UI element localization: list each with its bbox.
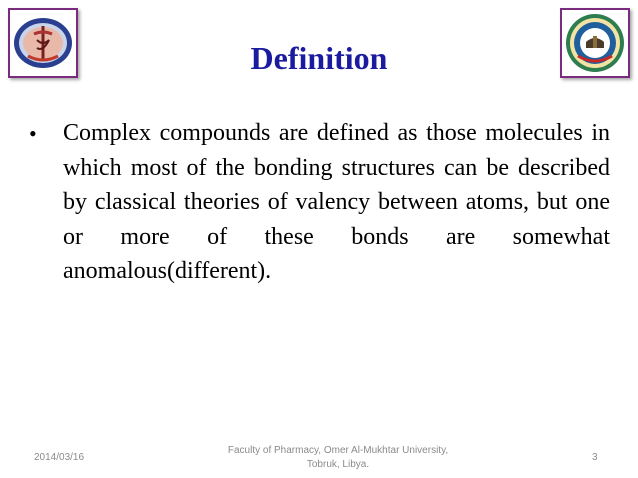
footer-org-line1: Faculty of Pharmacy, Omer Al-Mukhtar University, <box>227 445 449 456</box>
bullet-icon: • <box>29 121 37 146</box>
slide-body <box>28 116 610 289</box>
bullet-item <box>28 116 610 289</box>
slide-title: Definition <box>250 40 388 76</box>
footer-page-number: 3 <box>592 452 598 463</box>
bullet-text: Complex compounds are defined as those molecules in which most of the bonding structures can be described by classical theories of valency between atoms, but one or more of these bonds are somewhat anomalous(different). <box>63 120 610 284</box>
footer-organization <box>200 444 476 472</box>
footer-date: 2014/03/16 <box>34 452 85 463</box>
footer-org-line2: Tobruk, Libya. <box>306 459 370 470</box>
